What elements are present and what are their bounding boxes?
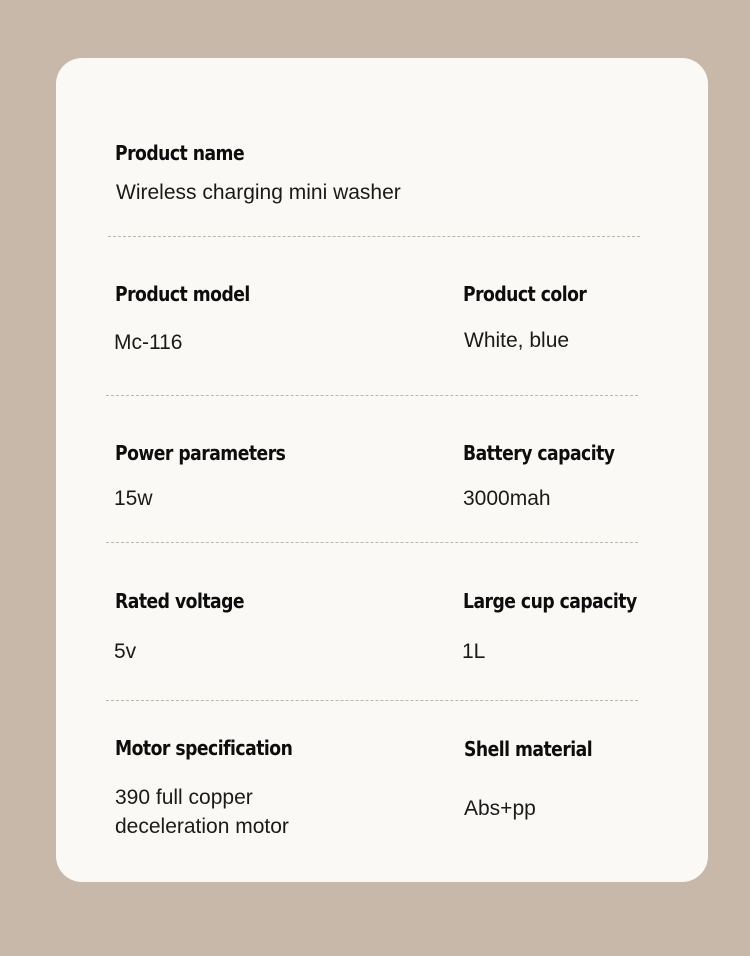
power-parameters-value: 15w	[114, 487, 153, 510]
product-color-value: White, blue	[464, 329, 570, 352]
product-model-value: Mc-116	[114, 331, 183, 354]
divider	[106, 395, 638, 396]
shell-material-value: Abs+pp	[464, 797, 536, 820]
battery-capacity-label: Battery capacity	[463, 441, 615, 465]
divider	[108, 236, 640, 237]
spec-card	[56, 58, 708, 882]
large-cup-capacity-label: Large cup capacity	[463, 589, 637, 613]
battery-capacity-value: 3000mah	[463, 487, 551, 510]
shell-material-label: Shell material	[464, 737, 593, 761]
product-name-label: Product name	[115, 141, 245, 165]
motor-specification-value: 390 full copper deceleration motor	[115, 786, 289, 838]
rated-voltage-label: Rated voltage	[115, 589, 245, 613]
product-name-value: Wireless charging mini washer	[116, 181, 401, 204]
power-parameters-label: Power parameters	[115, 441, 286, 465]
product-model-label: Product model	[115, 282, 250, 306]
motor-specification-label: Motor specification	[115, 736, 293, 760]
product-color-label: Product color	[463, 282, 587, 306]
large-cup-capacity-value: 1L	[462, 640, 486, 663]
divider	[106, 542, 638, 543]
rated-voltage-value: 5v	[114, 640, 137, 663]
divider	[106, 700, 638, 701]
